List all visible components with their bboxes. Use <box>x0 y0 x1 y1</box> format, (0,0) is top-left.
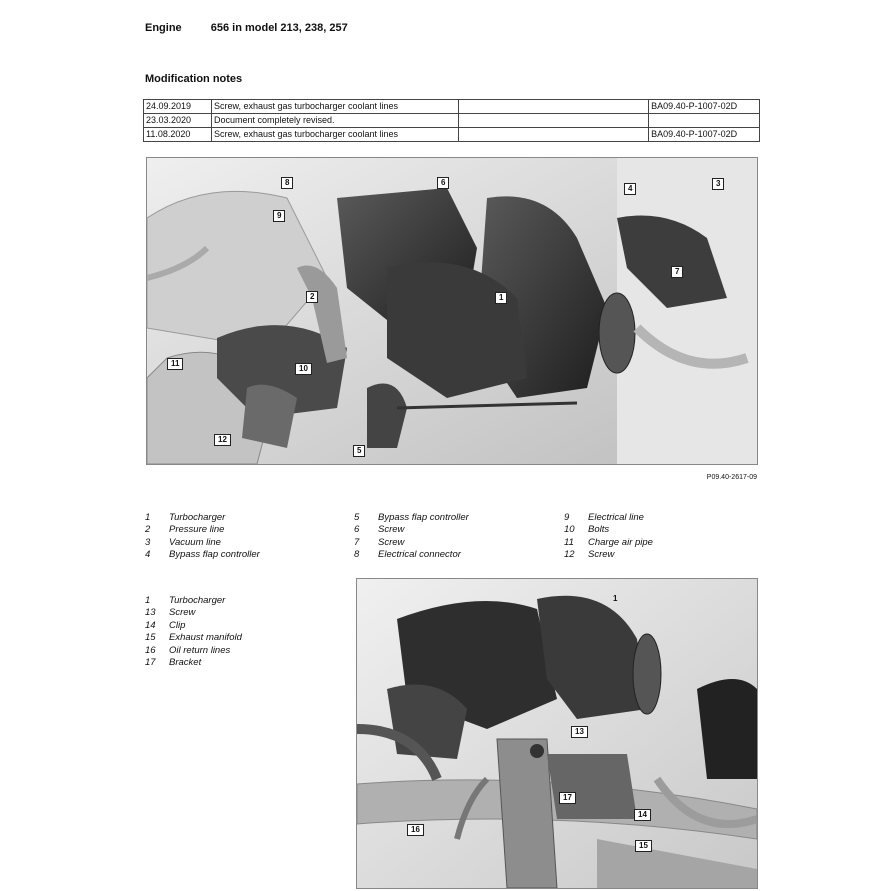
legend-column-3 <box>564 512 764 562</box>
legend-item: 9 Electrical line <box>564 512 644 523</box>
mod-date: 23.03.2020 <box>144 114 212 128</box>
table-row <box>144 114 760 128</box>
table-row <box>144 100 760 114</box>
callout-10: 10 <box>295 363 312 375</box>
legend-item: 14 Clip <box>145 619 186 631</box>
callout-7: 7 <box>671 266 683 278</box>
callout-11: 11 <box>167 358 183 370</box>
legend-item: 1 Turbocharger <box>145 512 226 523</box>
mod-blank <box>458 114 649 128</box>
legend-item: 8 Electrical connector <box>354 549 461 561</box>
mod-date: 24.09.2019 <box>144 100 212 114</box>
mod-blank <box>458 100 649 114</box>
callout-6: 6 <box>437 177 449 189</box>
figure-reference: P09.40-2617-09 <box>706 474 757 481</box>
callout-14: 14 <box>634 809 651 821</box>
callout-8: 8 <box>281 177 293 189</box>
legend-item: 3 Vacuum line <box>145 536 221 548</box>
legend-item: 2 Pressure line <box>145 524 225 536</box>
legend-item: 13 Screw <box>145 607 196 619</box>
callout-16: 16 <box>407 824 424 836</box>
callout-13: 13 <box>571 726 588 738</box>
engine-label: Engine <box>145 22 182 34</box>
mod-ref: BA09.40-P-1007-02D <box>649 100 760 114</box>
callout-2: 2 <box>306 291 318 303</box>
engine-figure-1 <box>146 157 758 465</box>
legend-column-2 <box>354 512 554 562</box>
legend-item: 5 Bypass flap controller <box>354 512 469 523</box>
legend-2 <box>145 595 345 669</box>
mod-desc: Screw, exhaust gas turbocharger coolant lines <box>211 128 458 142</box>
legend-item: 12 Screw <box>564 549 615 561</box>
legend-item: 7 Screw <box>354 536 405 548</box>
callout-17: 17 <box>559 792 576 804</box>
legend-item: 1 Turbocharger <box>145 595 226 606</box>
modification-table <box>143 99 760 142</box>
mod-ref: BA09.40-P-1007-02D <box>649 128 760 142</box>
legend-column-1 <box>145 512 345 562</box>
table-row <box>144 128 760 142</box>
callout-4: 4 <box>624 183 636 195</box>
model-label: 656 in model 213, 238, 257 <box>210 22 348 34</box>
mod-date: 11.08.2020 <box>144 128 212 142</box>
callout-1: 1 <box>495 292 507 304</box>
engine-figure-2 <box>356 578 758 889</box>
callout-15: 15 <box>635 840 652 852</box>
legend-item: 11 Charge air pipe <box>564 536 653 548</box>
legend-item: 6 Screw <box>354 524 405 536</box>
legend-item: 15 Exhaust manifold <box>145 632 242 644</box>
callout-12: 12 <box>214 434 231 446</box>
callout-5: 5 <box>353 445 365 457</box>
callout-1: 1 <box>613 594 618 603</box>
callout-9: 9 <box>273 210 285 222</box>
document-header <box>145 22 374 34</box>
callout-3: 3 <box>712 178 724 190</box>
legend-item: 4 Bypass flap controller <box>145 549 260 561</box>
mod-ref <box>649 114 760 128</box>
modification-notes-title: Modification notes <box>145 73 243 85</box>
mod-desc: Document completely revised. <box>211 114 458 128</box>
engine-illustration-1 <box>147 158 757 464</box>
legend-item: 10 Bolts <box>564 524 610 536</box>
engine-illustration-2 <box>357 579 757 888</box>
mod-desc: Screw, exhaust gas turbocharger coolant lines <box>211 100 458 114</box>
mod-blank <box>458 128 649 142</box>
legend-item: 16 Oil return lines <box>145 644 231 656</box>
legend-item: 17 Bracket <box>145 657 202 669</box>
